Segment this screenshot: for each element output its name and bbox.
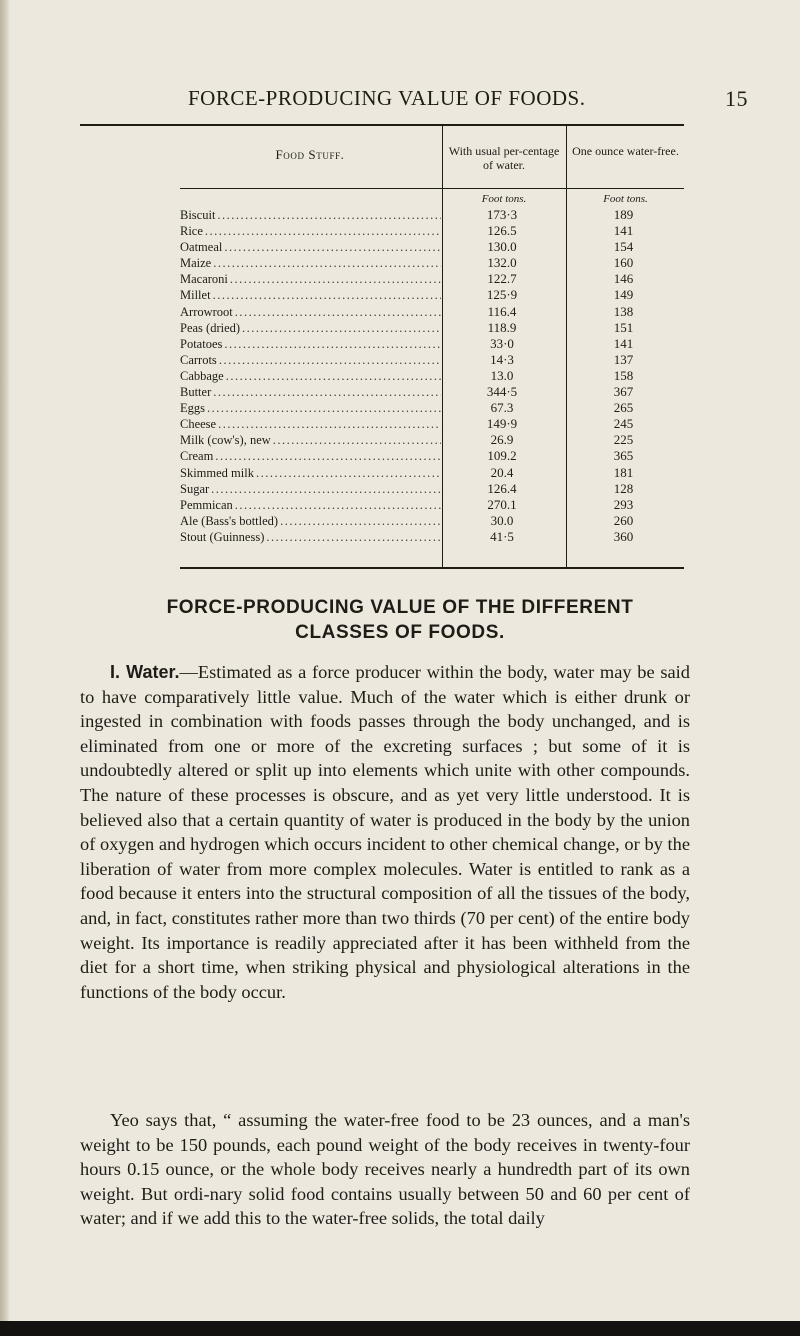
water-free-value: 160 [613, 255, 634, 271]
units-water-free: Foot tons. [603, 193, 648, 205]
table-row [180, 513, 684, 529]
food-name: Arrowroot [180, 304, 233, 319]
paragraph-water-text: —Estimated as a force producer within the body, water may be said to have comparatively little value. Much of the water which is either drunk or ingested in combination with foods passes through the body unchanged, and is eliminated from one or more of the excreting surfaces ; but some of it is undoubtedly altered or split up into elements which unite with other compounds. The nature of these processes is obscure, and as yet very little understood. It is believed also that a certain quantity of water is produced in the body by the union of oxygen and hydrogen which occurs incident to other chemical change, or by the liberation of water from more complex molecules. Water is entitled to rank as a food because it enters into the structural composition of all the tissues of the body, and, in fact, constitutes rather more than two thirds (70 per cent) of the entire body weight. Its importance is readily appreciated after it has been withheld from the diet for a short time, when striking physical and physiological alterations in the functions of the body occur. [80, 662, 690, 1002]
table-top-rule [80, 124, 684, 126]
food-name: Eggs [180, 401, 205, 416]
water-free-value: 225 [613, 432, 634, 448]
header-water-free: One ounce water-free. [572, 144, 679, 158]
table-row [180, 207, 684, 223]
water-free-value: 141 [613, 335, 634, 351]
paragraph-water [80, 660, 690, 1004]
food-name: Stout (Guinness) [180, 529, 265, 544]
food-name-cell [180, 352, 441, 368]
running-head-title: FORCE-PRODUCING VALUE OF FOODS. [188, 86, 586, 110]
food-name-cell [180, 465, 441, 481]
usual-water-value: 122.7 [487, 271, 517, 287]
water-free-value: 265 [613, 400, 634, 416]
usual-water-value: 14·3 [490, 351, 514, 367]
food-name: Butter [180, 385, 212, 400]
food-name: Maize [180, 256, 212, 271]
food-name: Milk (cow's), new [180, 433, 271, 448]
food-name: Biscuit [180, 208, 216, 222]
table-row [180, 529, 684, 545]
header-food-stuff: Food Stuff. [275, 147, 345, 162]
food-name: Sugar [180, 481, 210, 496]
food-name-cell [180, 255, 441, 271]
food-name: Pemmican [180, 497, 233, 512]
water-free-value: 146 [613, 271, 634, 287]
food-name: Skimmed milk [180, 465, 254, 480]
water-free-value: 360 [613, 528, 634, 544]
table-row [180, 287, 684, 303]
food-name-cell [180, 529, 441, 545]
food-name-cell [180, 368, 441, 384]
usual-water-value: 270.1 [487, 496, 517, 512]
table-row [180, 384, 684, 400]
water-free-value: 365 [613, 448, 634, 464]
table-row [180, 336, 684, 352]
food-name-cell [180, 304, 441, 320]
usual-water-value: 116.4 [487, 303, 517, 319]
running-head [188, 86, 748, 112]
table-row [180, 304, 684, 320]
page-binding-edge [0, 0, 10, 1336]
table-row [180, 497, 684, 513]
food-name-cell [180, 320, 441, 336]
water-free-value: 128 [613, 480, 634, 496]
table-row [180, 255, 684, 271]
usual-water-value: 173·3 [486, 207, 518, 222]
food-name-cell [180, 416, 441, 432]
food-name-cell [180, 384, 441, 400]
water-free-value: 367 [613, 384, 634, 400]
usual-water-value: 118.9 [487, 319, 517, 335]
food-name: Cabbage [180, 368, 224, 383]
usual-water-value: 344·5 [486, 384, 518, 400]
water-free-value: 149 [613, 287, 634, 303]
table-row [180, 223, 684, 239]
water-free-value: 137 [613, 351, 634, 367]
food-name: Rice [180, 224, 203, 239]
usual-water-value: 20.4 [490, 464, 514, 480]
usual-water-value: 13.0 [490, 367, 514, 383]
usual-water-value: 26.9 [490, 432, 514, 448]
section-title-line2: CLASSES OF FOODS. [295, 622, 505, 643]
usual-water-value: 125·9 [486, 287, 518, 303]
water-free-value: 189 [613, 207, 634, 222]
water-free-value: 158 [613, 367, 634, 383]
food-name-cell [180, 239, 441, 255]
usual-water-value: 126.5 [487, 223, 517, 239]
water-free-value: 181 [613, 464, 634, 480]
table-row [180, 271, 684, 287]
food-name: Millet [180, 288, 211, 303]
table-row [180, 400, 684, 416]
food-name-cell [180, 448, 441, 464]
water-free-value: 260 [613, 512, 634, 528]
table-row [180, 416, 684, 432]
water-free-value: 293 [613, 496, 634, 512]
food-name: Potatoes [180, 336, 223, 351]
paragraph-yeo: Yeo says that, “ assuming the water-free food to be 23 ounces, and a man's weight to be 150 pounds, each pound weight of the body receives in twenty-four hours 0.15 ounce, or the whole body receives nearly a hundredth part of its own weight. But ordi-nary solid food contains usually between 50 and 60 per cent of water; and if we add this to the water-free solids, the total daily [80, 1110, 690, 1229]
usual-water-value: 149·9 [486, 416, 518, 432]
water-free-value: 138 [613, 303, 634, 319]
table-body [180, 207, 684, 545]
section-title-line1: FORCE-PRODUCING VALUE OF THE DIFFERENT [166, 597, 634, 618]
table-row [180, 368, 684, 384]
food-name-cell [180, 287, 441, 303]
food-name: Carrots [180, 352, 217, 367]
usual-water-value: 67.3 [490, 400, 514, 416]
food-name-cell [180, 481, 441, 497]
header-usual-water: With usual per-centage of water. [448, 144, 560, 172]
food-name-cell [180, 513, 441, 529]
food-name-cell [180, 432, 441, 448]
food-name-cell [180, 336, 441, 352]
water-free-value: 141 [613, 223, 634, 239]
food-name-cell [180, 223, 441, 239]
food-name-cell [180, 271, 441, 287]
table-bottom-rule [180, 567, 684, 569]
usual-water-value: 109.2 [487, 448, 517, 464]
water-free-value: 245 [613, 416, 634, 432]
table-row [180, 352, 684, 368]
table-header-rule [180, 188, 684, 189]
usual-water-value: 33·0 [490, 335, 514, 351]
water-free-value: 154 [613, 239, 634, 255]
usual-water-value: 132.0 [487, 255, 517, 271]
table-row [180, 481, 684, 497]
table-row [180, 448, 684, 464]
table-row [180, 465, 684, 481]
bottom-edge [0, 1321, 800, 1336]
table-row [180, 432, 684, 448]
food-name: Cream [180, 449, 214, 464]
units-usual-water: Foot tons. [481, 193, 527, 205]
usual-water-value: 130.0 [487, 239, 517, 255]
table-row [180, 320, 684, 336]
page-number: 15 [725, 86, 748, 111]
usual-water-value: 126.4 [487, 480, 517, 496]
food-name-cell [180, 207, 441, 223]
usual-water-value: 41·5 [490, 528, 514, 544]
food-name-cell [180, 400, 441, 416]
usual-water-value: 30.0 [490, 512, 514, 528]
food-name: Oatmeal [180, 240, 223, 255]
food-name: Ale (Bass's bottled) [180, 513, 279, 528]
water-free-value: 151 [613, 319, 634, 335]
paragraph-water-lead: I. Water. [110, 662, 180, 682]
food-name: Cheese [180, 417, 217, 432]
table-row [180, 239, 684, 255]
food-name: Macaroni [180, 272, 228, 287]
food-name: Peas (dried) [180, 320, 241, 335]
food-name-cell [180, 497, 441, 513]
